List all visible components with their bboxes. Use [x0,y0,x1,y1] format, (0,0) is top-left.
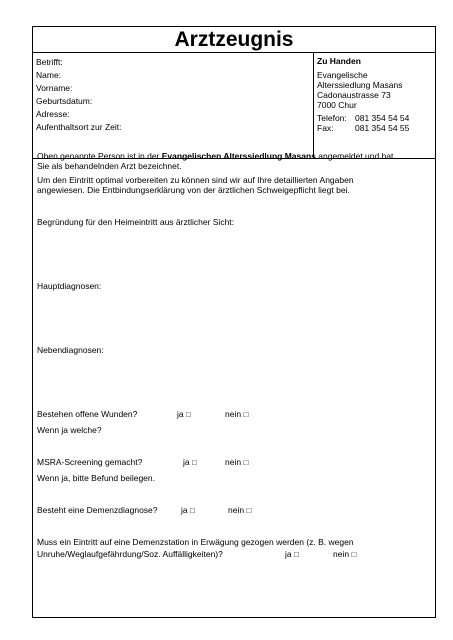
field-vorname: Vorname: [36,83,73,93]
form-header [33,53,435,159]
checkbox-icon[interactable]: □ [243,410,249,419]
no-label: nein [228,505,245,515]
intro-line-4: angewiesen. Die Entbindungserklärung von der ärztlichen Schweigepflicht liegt bei. [37,185,350,195]
wounds-yes-option[interactable] [177,409,191,420]
intro-line-3: Um den Eintritt optimal vorbereiten zu können sind wir auf Ihre detaillierten Angaben [37,175,354,185]
phone-number: 081 354 54 54 [355,113,410,123]
section-secondary-diagnoses: Nebendiagnosen: [37,345,104,355]
recipient-line: Evangelische [317,70,368,80]
question-wounds-follow: Wenn ja welche? [37,425,102,435]
dementia-yes-option[interactable] [181,505,195,516]
medical-certificate-form [32,26,436,618]
intro-text: angemeldet und hat [315,151,394,161]
recipient-heading: Zu Handen [317,56,361,66]
field-adresse: Adresse: [36,109,70,119]
no-label: nein [225,457,242,467]
recipient-line: Cadonaustrasse 73 [317,90,391,100]
question-wounds: Bestehen offene Wunden? [37,409,138,419]
yes-label: ja [177,409,184,419]
field-betrifft: Betrifft: [36,57,63,67]
no-label: nein [333,549,350,559]
dementia-no-option[interactable] [228,505,251,516]
recipient-line: Alterssiedlung Masans [317,80,403,90]
yes-label: ja [285,549,292,559]
checkbox-icon[interactable]: □ [186,410,191,419]
checkbox-icon[interactable]: □ [246,506,252,515]
intro-line-1 [37,151,393,161]
dementia-station-no-option[interactable] [333,549,356,560]
section-reason: Begründung für den Heimeintritt aus ärztlicher Sicht: [37,217,235,227]
fax-number: 081 354 54 55 [355,123,410,133]
question-dementia-station-line-1: Muss ein Eintritt auf eine Demenzstation in Erwägung gezogen werden (z. B. wegen [37,537,354,547]
form-title: Arztzeugnis [33,27,435,53]
recipient-line: 7000 Chur [317,100,357,110]
intro-line-2: Sie als behandelnden Arzt bezeichnet. [37,161,182,171]
wounds-no-option[interactable] [225,409,248,420]
intro-text: Oben genannte Person ist in der [37,151,162,161]
no-label: nein [225,409,242,419]
question-dementia: Besteht eine Demenzdiagnose? [37,505,158,515]
checkbox-icon[interactable]: □ [351,550,357,559]
question-mrsa: MSRA-Screening gemacht? [37,457,143,467]
checkbox-icon[interactable]: □ [243,458,249,467]
question-dementia-station-line-2: Unruhe/Weglaufgefährdung/Soz. Auffälligkeiten)? [37,549,223,559]
dementia-station-yes-option[interactable] [285,549,299,560]
phone-label: Telefon: [317,113,347,123]
mrsa-yes-option[interactable] [183,457,197,468]
field-geburtsdatum: Geburtsdatum: [36,96,93,106]
checkbox-icon[interactable]: □ [192,458,197,467]
checkbox-icon[interactable]: □ [190,506,195,515]
institution-name: Evangelischen Alterssiedlung Masans [161,151,316,161]
fax-label: Fax: [317,123,334,133]
yes-label: ja [181,505,188,515]
question-mrsa-follow: Wenn ja, bitte Befund beilegen. [37,473,155,483]
field-name: Name: [36,70,62,80]
patient-fields [33,53,314,158]
section-main-diagnoses: Hauptdiagnosen: [37,281,102,291]
mrsa-no-option[interactable] [225,457,248,468]
field-aufenthaltsort: Aufenthaltsort zur Zeit: [36,122,122,132]
yes-label: ja [183,457,190,467]
checkbox-icon[interactable]: □ [294,550,299,559]
